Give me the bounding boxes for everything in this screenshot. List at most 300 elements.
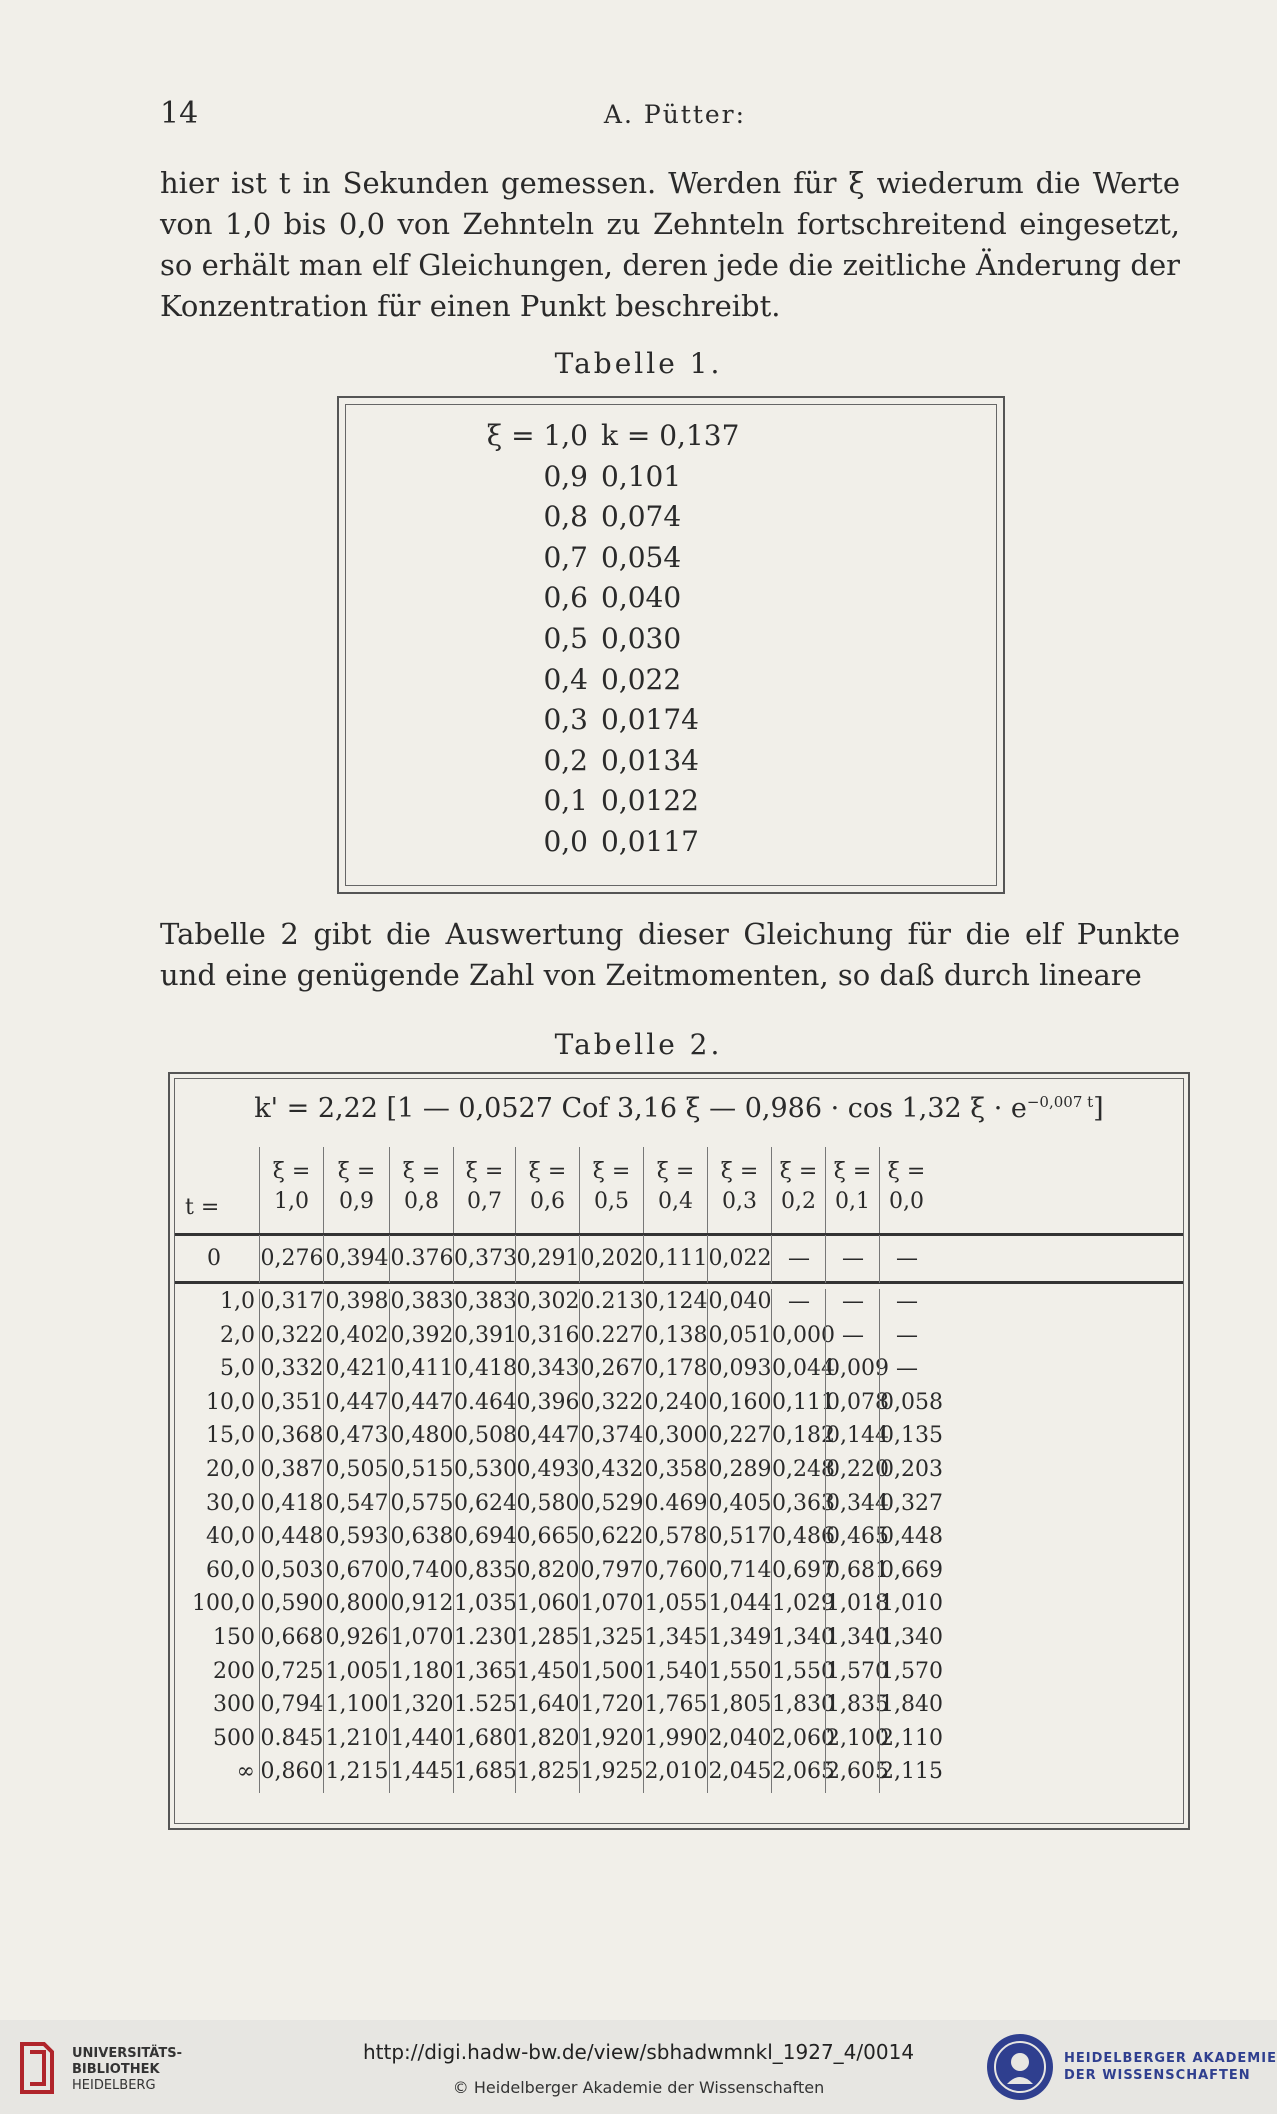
copyright-notice: © Heidelberger Akademie der Wissenschaften (452, 2078, 825, 2097)
permalink-url[interactable]: http://digi.hadw-bw.de/view/sbhadwmnkl_1927_4/0014 (362, 2040, 915, 2064)
running-head-author: A. Pütter: (603, 100, 747, 129)
academy-seal-icon (987, 2034, 1053, 2100)
table2-value-cell: 0,398 (323, 1289, 390, 1323)
table2-value-cell: 1,325 (579, 1625, 644, 1659)
table2-value-cell: 1,500 (579, 1659, 644, 1693)
xi-header-value: 0,4 (658, 1189, 693, 1214)
table2-value-cell: — (825, 1289, 880, 1323)
table2-row (175, 1625, 1183, 1659)
table2-value-cell: 0,373 (453, 1235, 516, 1283)
table2-value-cell: 2,605 (825, 1759, 880, 1793)
xi-header-cell (643, 1147, 707, 1237)
table2-value-cell: 0,387 (259, 1457, 324, 1491)
table2-value-cell: 0,240 (643, 1390, 708, 1424)
table2-title: Tabelle 2. (554, 1028, 723, 1061)
table2-value-cell: 0,203 (879, 1457, 934, 1491)
table2-value-cell: 0,000 (771, 1323, 826, 1357)
xi-header-label: ξ = (779, 1159, 818, 1184)
table2-value-cell: 0,670 (323, 1558, 390, 1592)
table2-value-cell: 1,550 (707, 1659, 772, 1693)
xi-header-label: ξ = (887, 1159, 926, 1184)
table2-value-cell: 0,505 (323, 1457, 390, 1491)
table1-xi-cell: 0,3 (543, 703, 588, 737)
table2-row (175, 1659, 1183, 1693)
formula-main: k' = 2,22 [1 — 0,0527 Cof 3,16 ξ — 0,986 · cos 1,32 ξ · e (254, 1093, 1027, 1124)
table1-row (346, 419, 996, 459)
table2-value-cell: 0,580 (515, 1491, 580, 1525)
table1-row (346, 622, 996, 662)
xi-header-value: 0,5 (594, 1189, 629, 1214)
table2-t-cell: 40,0 (206, 1524, 255, 1550)
table2-value-cell: 1,825 (515, 1759, 580, 1793)
table2-value-cell: — (825, 1235, 880, 1283)
table1-title: Tabelle 1. (554, 347, 723, 380)
table2-t-cell: 5,0 (220, 1356, 255, 1382)
table2-row (175, 1323, 1183, 1357)
table2-row (175, 1423, 1183, 1457)
xi-header-label: ξ = (656, 1159, 695, 1184)
table2-value-cell: 1,805 (707, 1692, 772, 1726)
xi-header-cell (771, 1147, 825, 1237)
table1-k-cell: 0,074 (601, 500, 682, 534)
table2-value-cell: 0,794 (259, 1692, 324, 1726)
table2-value-cell: 1,010 (879, 1591, 934, 1625)
table2-value-cell: 0,135 (879, 1423, 934, 1457)
table2-row (175, 1289, 1183, 1323)
table2-value-cell: 2,045 (707, 1759, 772, 1793)
table2-value-cell: 1,830 (771, 1692, 826, 1726)
table2-value-cell: 1,035 (453, 1591, 516, 1625)
xi-header-label: ξ = (402, 1159, 441, 1184)
table2-value-cell: 1,055 (643, 1591, 708, 1625)
library-city: HEIDELBERG (72, 2078, 156, 2093)
table2-value-cell: 0.845 (259, 1726, 324, 1760)
table1-k-cell: 0,101 (601, 459, 682, 493)
table2-value-cell: 0,332 (259, 1356, 324, 1390)
table2-value-cell: 1,720 (579, 1692, 644, 1726)
table2-value-cell: 1,540 (643, 1659, 708, 1693)
table2-value-cell: 0,411 (389, 1356, 454, 1390)
table2-value-cell: 0,267 (579, 1356, 644, 1390)
table1-k-cell: 0,030 (601, 622, 682, 655)
t-label: t = (185, 1195, 220, 1220)
table1-row (346, 541, 996, 581)
table2-value-cell: 0,368 (259, 1423, 324, 1457)
xi-header-value: 0,8 (404, 1189, 439, 1214)
running-head (160, 96, 1190, 136)
table2-value-cell: 0,912 (389, 1591, 454, 1625)
table2-value-cell: 0,058 (879, 1390, 934, 1424)
table2-value-cell: 0,093 (707, 1356, 772, 1390)
xi-header-cell (879, 1147, 933, 1237)
table2-value-cell: 1,685 (453, 1759, 516, 1793)
table2-value-cell: 0,394 (323, 1235, 390, 1283)
table2-value-cell: 0,289 (707, 1457, 772, 1491)
xi-header-cell (825, 1147, 879, 1237)
table2-row (175, 1491, 1183, 1525)
table2-value-cell: 1,840 (879, 1692, 934, 1726)
table1-row (346, 581, 996, 621)
table1-xi-cell: 0,5 (543, 622, 588, 655)
table2-value-cell: 0,111 (771, 1390, 826, 1424)
table1-xi-cell: 0,4 (543, 662, 588, 696)
paragraph-2: Tabelle 2 gibt die Auswertung dieser Gleichung für die elf Punkte und eine genügende Zahl von Zeitmomenten, so daß durch lineare (160, 917, 1180, 992)
table2-value-cell: 0,421 (323, 1356, 390, 1390)
formula-exponent: −0,007 t (1026, 1093, 1094, 1111)
table2-value-cell: — (771, 1235, 826, 1283)
table2-value-cell: — (879, 1235, 934, 1283)
table2-row (175, 1692, 1183, 1726)
table2-value-cell: 0,322 (259, 1323, 324, 1357)
table2-value-cell: 0,248 (771, 1457, 826, 1491)
table2-value-cell: 0,317 (259, 1289, 324, 1323)
table1-xi-cell: ξ = 1,0 (486, 419, 588, 452)
table2-value-cell: 0,697 (771, 1558, 826, 1592)
table1-k-cell: 0,0134 (601, 743, 699, 777)
table2-value-cell: — (771, 1289, 826, 1323)
table2-value-cell: 0,835 (453, 1558, 516, 1592)
table2-value-cell: 0,391 (453, 1323, 516, 1357)
academy-name-line1: HEIDELBERGER AKADEMIE (1064, 2051, 1277, 2066)
table2-value-cell: 1,005 (323, 1659, 390, 1693)
xi-header-value: 1,0 (274, 1189, 309, 1214)
table2-row (175, 1759, 1183, 1793)
table2-value-cell: 0,508 (453, 1423, 516, 1457)
table2-value-cell: 0.464 (453, 1390, 516, 1424)
table2-t-cell: 60,0 (206, 1557, 255, 1583)
table2-t-cell: 150 (213, 1625, 255, 1650)
table2-row (175, 1457, 1183, 1491)
table2-row (175, 1356, 1183, 1390)
xi-header-value: 0,3 (722, 1189, 757, 1214)
xi-header-label: ξ = (465, 1159, 504, 1184)
xi-header-label: ξ = (272, 1159, 311, 1184)
table2-value-cell: — (879, 1356, 934, 1390)
table1-row (346, 744, 996, 784)
table2-value-cell: 0,322 (579, 1390, 644, 1424)
table2-value-cell: 0,302 (515, 1289, 580, 1323)
table2-value-cell: 1,550 (771, 1659, 826, 1693)
table2-value-cell: 0,227 (707, 1423, 772, 1457)
table2-value-cell: 0,593 (323, 1524, 390, 1558)
table2-value-cell: 1.230 (453, 1625, 516, 1659)
table2-value-cell: 0,392 (389, 1323, 454, 1357)
table1-xi-cell: 0,0 (543, 825, 588, 858)
table2-value-cell: 0,503 (259, 1558, 324, 1592)
table2-value-cell: 1.525 (453, 1692, 516, 1726)
table2-value-cell: 0,447 (323, 1390, 390, 1424)
table2-value-cell: 1,640 (515, 1692, 580, 1726)
table2-row (175, 1524, 1183, 1558)
table2-value-cell: 0,383 (453, 1289, 516, 1323)
table2-value-cell: 1,060 (515, 1591, 580, 1625)
table2-value-cell: 0.213 (579, 1289, 644, 1323)
table2-value-cell: 2,010 (643, 1759, 708, 1793)
library-name-line1: UNIVERSITÄTS- (72, 2046, 182, 2061)
table2-value-cell: 0,374 (579, 1423, 644, 1457)
xi-header-cell (389, 1147, 453, 1237)
table2-value-cell: 0,344 (825, 1491, 880, 1525)
table2-t-cell: 300 (213, 1692, 255, 1718)
table2-t-cell: 100,0 (192, 1591, 255, 1617)
table2-row (175, 1390, 1183, 1424)
table2-value-cell: 0,529 (579, 1491, 644, 1525)
table2-value-cell: 0.469 (643, 1491, 708, 1525)
table2-value-cell: 1,285 (515, 1625, 580, 1659)
table1-k-cell: 0,054 (601, 540, 682, 574)
table2-value-cell: — (825, 1323, 880, 1357)
table2-value-cell: 0,402 (323, 1323, 390, 1357)
table2-body (174, 1078, 1184, 1824)
table2-value-cell: 0,694 (453, 1524, 516, 1558)
table2-t-cell: 10,0 (206, 1389, 255, 1415)
xi-header-cell (453, 1147, 515, 1237)
table2-value-cell: 1,320 (389, 1692, 454, 1726)
table1-row (346, 703, 996, 743)
table2-row (175, 1726, 1183, 1760)
table1-xi-cell: 0,7 (543, 540, 588, 574)
table2-value-cell: 0,530 (453, 1457, 516, 1491)
table2-value-cell: 0,760 (643, 1558, 708, 1592)
table2-value-cell: 1,765 (643, 1692, 708, 1726)
xi-header-value: 0,9 (339, 1189, 374, 1214)
xi-header-cell (707, 1147, 771, 1237)
table1-row (346, 663, 996, 703)
paragraph-1: hier ist t in Sekunden gemessen. Werden für ξ wiederum die Werte von 1,0 bis 0,0 von Zehnteln zu Zehnteln fortschreitend eingesetzt, so erhält man elf Gleichungen, deren jede die zeitliche Änderung der Konzentration für einen Punkt beschreibt. (160, 166, 1180, 323)
table1-xi-cell: 0,2 (543, 743, 588, 777)
table2-value-cell: 0.227 (579, 1323, 644, 1357)
table2-value-cell: 2,040 (707, 1726, 772, 1760)
table2-value-cell: 2,060 (771, 1726, 826, 1760)
table2-value-cell: 0,926 (323, 1625, 390, 1659)
table2-value-cell: 0,178 (643, 1356, 708, 1390)
table1-row (346, 460, 996, 500)
table1-row (346, 784, 996, 824)
table1-k-cell: 0,040 (601, 581, 682, 615)
table2-value-cell: 0,040 (707, 1289, 772, 1323)
table2-value-cell: 0,316 (515, 1323, 580, 1357)
table2-header (175, 1147, 1183, 1237)
table2-value-cell: — (879, 1289, 934, 1323)
xi-header-label: ξ = (337, 1159, 376, 1184)
table1-k-cell: k = 0,137 (601, 419, 740, 452)
table2-value-cell: 1,340 (825, 1625, 880, 1659)
table2-value-cell: 0,480 (389, 1423, 454, 1457)
table2-value-cell: 2,115 (879, 1759, 934, 1793)
table2-value-cell: 0,740 (389, 1558, 454, 1592)
academy-name (1064, 2050, 1277, 2084)
xi-header-label: ξ = (592, 1159, 631, 1184)
table2-value-cell: 0,051 (707, 1323, 772, 1357)
table2-value-cell: 0,405 (707, 1491, 772, 1525)
table2-value-cell: 0,486 (771, 1524, 826, 1558)
table2-formula (175, 1093, 1183, 1124)
table2-value-cell: 0,111 (643, 1235, 708, 1283)
table2-value-cell: 1,345 (643, 1625, 708, 1659)
table2-value-cell: 0,276 (259, 1235, 324, 1283)
table1-xi-cell: 0,8 (543, 500, 588, 534)
table2-value-cell: 0,383 (389, 1289, 454, 1323)
table2-value-cell: 2,110 (879, 1726, 934, 1760)
table2-value-cell: 0,448 (879, 1524, 934, 1558)
table2-value-cell: 0,800 (323, 1591, 390, 1625)
xi-header-cell (515, 1147, 579, 1237)
table2-value-cell: 0,138 (643, 1323, 708, 1357)
table2 (168, 1072, 1190, 1830)
academy-name-line2: DER WISSENSCHAFTEN (1064, 2068, 1251, 2083)
table2-value-cell: 1,990 (643, 1726, 708, 1760)
table2-t-cell: ∞ (236, 1759, 255, 1785)
table2-value-cell: 0,418 (453, 1356, 516, 1390)
table2-value-cell: 0.376 (389, 1235, 454, 1283)
table2-value-cell: 0,578 (643, 1524, 708, 1558)
table2-t-cell: 0 (207, 1246, 221, 1271)
table2-value-cell: 0,473 (323, 1423, 390, 1457)
table2-value-cell: 0,363 (771, 1491, 826, 1525)
table2-value-cell: 0,517 (707, 1524, 772, 1558)
table2-value-cell: 1,070 (389, 1625, 454, 1659)
table2-value-cell: 0,465 (825, 1524, 880, 1558)
table2-value-cell: 0,575 (389, 1491, 454, 1525)
table2-value-cell: 0,291 (515, 1235, 580, 1283)
table2-value-cell: 0,447 (389, 1390, 454, 1424)
xi-header-label: ξ = (720, 1159, 759, 1184)
table2-value-cell: 0,144 (825, 1423, 880, 1457)
table2-value-cell: 1,450 (515, 1659, 580, 1693)
table2-row-t0 (175, 1235, 1183, 1269)
table1-k-cell: 0,0122 (601, 784, 699, 818)
table2-t-cell: 2,0 (220, 1322, 255, 1348)
table2-value-cell: 0,418 (259, 1491, 324, 1525)
table1-row (346, 825, 996, 865)
table2-value-cell: 2,065 (771, 1759, 826, 1793)
table2-value-cell: 1,018 (825, 1591, 880, 1625)
table2-value-cell: 1,070 (579, 1591, 644, 1625)
table2-value-cell: 0,624 (453, 1491, 516, 1525)
table2-value-cell: 0,343 (515, 1356, 580, 1390)
xi-header-label: ξ = (833, 1159, 872, 1184)
table2-value-cell: 0,044 (771, 1356, 826, 1390)
footer-bar (0, 2020, 1277, 2114)
table2-value-cell: 1,100 (323, 1692, 390, 1726)
table2-value-cell: 1,925 (579, 1759, 644, 1793)
table2-value-cell: 0,681 (825, 1558, 880, 1592)
xi-header-label: ξ = (528, 1159, 567, 1184)
table2-t-cell: 200 (213, 1658, 255, 1684)
table2-value-cell: 0,515 (389, 1457, 454, 1491)
table2-value-cell: 0,669 (879, 1558, 934, 1592)
table2-value-cell: 0,725 (259, 1659, 324, 1693)
xi-header-value: 0,2 (781, 1189, 816, 1214)
table1-row (346, 500, 996, 540)
table2-value-cell: 0,160 (707, 1390, 772, 1424)
table2-value-cell: 2,100 (825, 1726, 880, 1760)
table2-value-cell: 0,714 (707, 1558, 772, 1592)
table2-value-cell: 0,860 (259, 1759, 324, 1793)
table2-value-cell: 0,665 (515, 1524, 580, 1558)
table1-xi-cell: 0,6 (543, 581, 588, 615)
xi-header-value: 0,1 (835, 1189, 870, 1214)
table2-row (175, 1558, 1183, 1592)
table2-value-cell: 0,358 (643, 1457, 708, 1491)
table1-k-cell: 0,022 (601, 662, 682, 696)
table2-value-cell: 0,351 (259, 1390, 324, 1424)
table2-value-cell: 0,124 (643, 1289, 708, 1323)
table2-value-cell: — (879, 1323, 934, 1357)
table2-t-cell: 30,0 (206, 1490, 255, 1516)
xi-header-cell (259, 1147, 323, 1237)
table2-value-cell: 0,590 (259, 1591, 324, 1625)
table1 (337, 396, 1005, 894)
xi-header-value: 0,6 (530, 1189, 565, 1214)
table2-value-cell: 0,447 (515, 1423, 580, 1457)
xi-header-value: 0,7 (467, 1189, 502, 1214)
table1-k-cell: 0,0117 (601, 825, 699, 858)
table2-value-cell: 1,044 (707, 1591, 772, 1625)
table2-value-cell: 1,920 (579, 1726, 644, 1760)
table1-k-cell: 0,0174 (601, 703, 699, 737)
table2-value-cell: 0,300 (643, 1423, 708, 1457)
table2-value-cell: 1,349 (707, 1625, 772, 1659)
xi-header-cell (323, 1147, 389, 1237)
table2-value-cell: 0,493 (515, 1457, 580, 1491)
table2-value-cell: 1,820 (515, 1726, 580, 1760)
table1-body (345, 404, 997, 886)
table2-value-cell: 0,820 (515, 1558, 580, 1592)
library-name-line2: BIBLIOTHEK (72, 2062, 160, 2077)
xi-header-cell (579, 1147, 643, 1237)
table2-value-cell: 0,078 (825, 1390, 880, 1424)
table2-value-cell: 1,340 (771, 1625, 826, 1659)
table2-value-cell: 1,180 (389, 1659, 454, 1693)
table2-row (175, 1591, 1183, 1625)
table2-value-cell: 1,365 (453, 1659, 516, 1693)
table2-value-cell: 0,668 (259, 1625, 324, 1659)
xi-header-value: 0,0 (889, 1189, 924, 1214)
table2-value-cell: 0,009 (825, 1356, 880, 1390)
table2-value-cell: 0,432 (579, 1457, 644, 1491)
page-number: 14 (160, 96, 199, 131)
table2-value-cell: 1,440 (389, 1726, 454, 1760)
table2-value-cell: 0,396 (515, 1390, 580, 1424)
table2-value-cell: 0,448 (259, 1524, 324, 1558)
table1-xi-cell: 0,1 (543, 784, 588, 818)
table2-value-cell: 1,029 (771, 1591, 826, 1625)
table2-value-cell: 1,215 (323, 1759, 390, 1793)
formula-end: ] (1093, 1093, 1104, 1124)
table2-value-cell: 1,210 (323, 1726, 390, 1760)
table2-t-cell: 15,0 (206, 1423, 255, 1449)
table2-value-cell: 1,570 (879, 1659, 934, 1693)
table2-t-cell: 500 (213, 1725, 255, 1751)
table2-value-cell: 0,182 (771, 1423, 826, 1457)
table2-value-cell: 1,835 (825, 1692, 880, 1726)
table2-value-cell: 0,220 (825, 1457, 880, 1491)
table1-xi-cell: 0,9 (543, 459, 588, 493)
table2-value-cell: 0,022 (707, 1235, 772, 1283)
table2-value-cell: 0,547 (323, 1491, 390, 1525)
table2-t-cell: 20,0 (206, 1457, 255, 1482)
table2-value-cell: 1,445 (389, 1759, 454, 1793)
table2-t-cell: 1,0 (220, 1289, 255, 1314)
table2-value-cell: 1,680 (453, 1726, 516, 1760)
table2-value-cell: 0,638 (389, 1524, 454, 1558)
table2-value-cell: 0,797 (579, 1558, 644, 1592)
table2-value-cell: 0,202 (579, 1235, 644, 1283)
table2-value-cell: 0,622 (579, 1524, 644, 1558)
table2-value-cell: 1,340 (879, 1625, 934, 1659)
table2-value-cell: 1,570 (825, 1659, 880, 1693)
